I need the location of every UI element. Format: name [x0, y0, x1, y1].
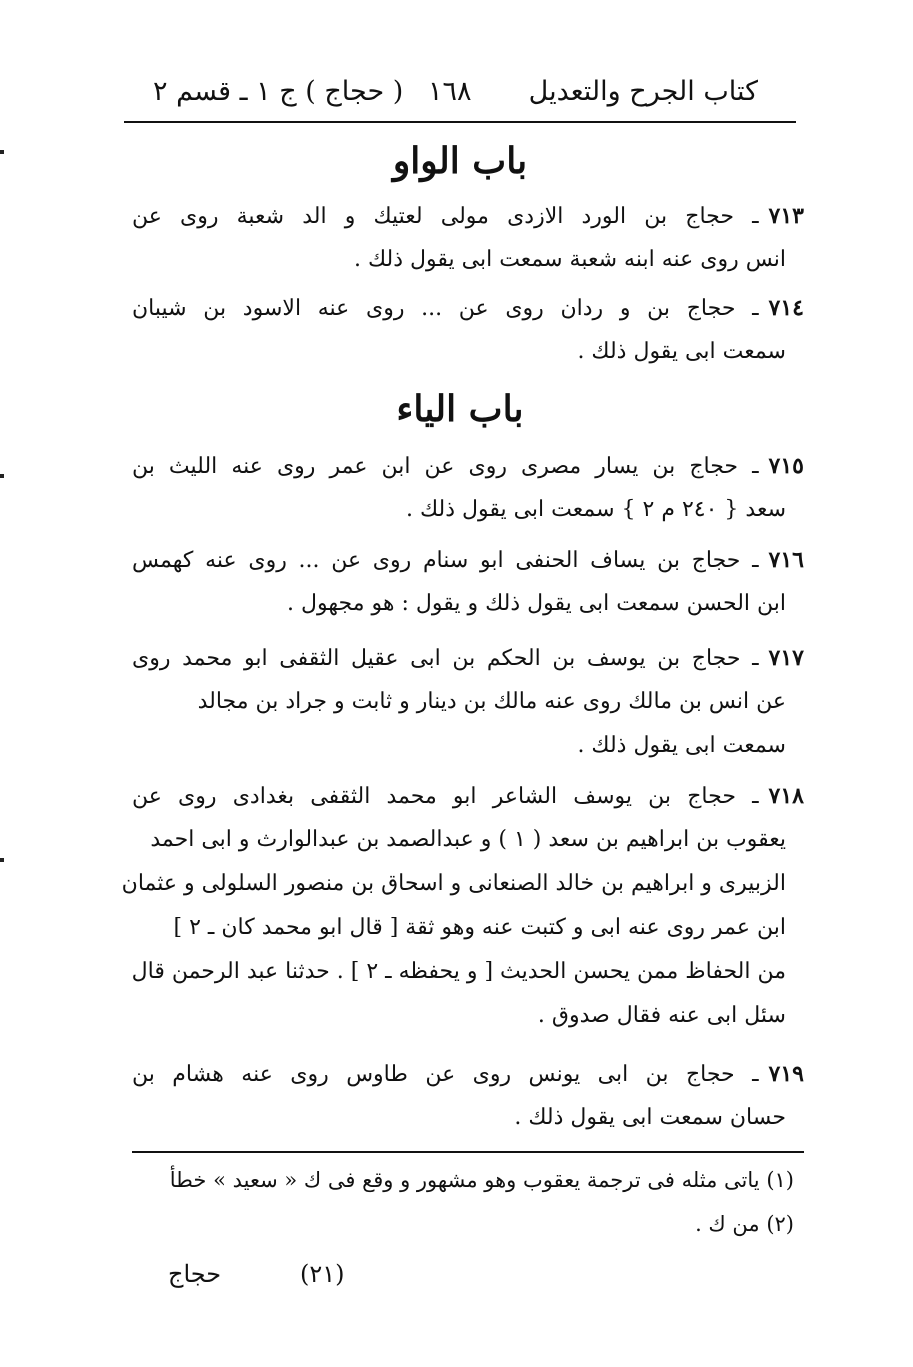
entry-line: ٧١٨ـ حجاج بن يوسف الشاعر ابو محمد الثقفى بغدادى روى عن: [132, 783, 804, 809]
section-heading-ya: باب الياء: [396, 388, 524, 430]
volume-part: ( حجاج ) ج ١ ـ قسم ٢: [153, 76, 404, 107]
entry-line: انس روى عنه ابنه شعبة سمعت ابى يقول ذلك .: [354, 247, 786, 272]
entry-line: الزبيرى و ابراهيم بن خالد الصنعانى و اسحاق بن منصور السلولى و عثمان: [121, 871, 786, 896]
entry-number: ٧١٤: [768, 295, 804, 321]
entry-number: ٧١٩: [768, 1061, 804, 1087]
entry-line: ابن عمر روى عنه ابى و كتبت عنه وهو ثقة [ قال ابو محمد كان ـ ٢ ]: [173, 915, 786, 940]
header-rule: [124, 121, 796, 123]
entry-717: [132, 636, 804, 768]
footnote-2: (٢) من ك .: [695, 1212, 794, 1236]
entry-713: [132, 194, 804, 282]
footnote-1: (١) ياتى مثله فى ترجمة يعقوب وهو مشهور و وقع فى ك « سعيد » خطأ: [169, 1168, 794, 1192]
entry-line: ٧١٥ـ حجاج بن يسار مصرى روى عن ابن عمر روى عنه الليث بن: [132, 453, 804, 479]
book-title: كتاب الجرح والتعديل: [528, 76, 758, 107]
entry-line: من الحفاظ ممن يحسن الحديث [ و يحفظه ـ ٢ ] . حدثنا عبد الرحمن قال: [131, 959, 786, 984]
entry-line: ٧١٧ـ حجاج بن يوسف بن الحكم بن ابى عقيل الثقفى ابو محمد روى: [132, 645, 804, 671]
entry-line: ٧١٩ـ حجاج بن ابى يونس روى عن طاوس روى عنه هشام بن: [132, 1061, 804, 1087]
entry-716: [132, 538, 804, 626]
entry-718: [121, 774, 804, 1038]
entry-line: سمعت ابى يقول ذلك .: [577, 733, 786, 758]
entry-number: ٧١٨: [768, 783, 804, 809]
entry-719: [132, 1052, 804, 1140]
section-heading-waw: باب الواو: [392, 140, 528, 182]
footnote-rule: [132, 1151, 804, 1153]
scan-edge-mark: [0, 474, 4, 478]
entry-line: حسان سمعت ابى يقول ذلك .: [514, 1105, 786, 1130]
catchword: حجاج: [168, 1260, 222, 1288]
entry-line: عن انس بن مالك روى عنه مالك بن دينار و ثابت و جراد بن مجالد: [197, 689, 786, 714]
page-number: ١٦٨: [428, 76, 472, 107]
entry-line: يعقوب بن ابراهيم بن سعد ( ١ ) و عبدالصمد بن عبدالوارث و ابى احمد: [150, 827, 786, 852]
entry-number: ٧١٥: [768, 453, 804, 479]
entry-number: ٧١٣: [768, 203, 804, 229]
footnotes: [132, 1158, 794, 1246]
entry-line: سعد { ٢٤٠ م ٢ } سمعت ابى يقول ذلك .: [405, 497, 786, 522]
scan-edge-mark: [0, 150, 4, 154]
running-header: [128, 68, 796, 118]
entry-line: سمعت ابى يقول ذلك .: [577, 339, 786, 364]
entry-714: [132, 286, 804, 374]
entry-line: سئل ابى عنه فقال صدوق .: [537, 1003, 786, 1028]
entry-line: ٧١٦ـ حجاج بن يساف الحنفى ابو سنام روى عن ... روى عنه كهمس: [132, 547, 804, 573]
entry-line: ٧١٣ـ حجاج بن الورد الازدى مولى لعتيك و الد شعبة روى عن: [132, 203, 804, 229]
signature-mark: (٢١): [300, 1260, 345, 1288]
entry-line: ٧١٤ـ حجاج بن و ردان روى عن ... روى عنه الاسود بن شيبان: [132, 295, 804, 321]
scan-edge-mark: [0, 858, 4, 862]
entry-line: ابن الحسن سمعت ابى يقول ذلك و يقول : هو مجهول .: [287, 591, 786, 616]
entry-number: ٧١٧: [768, 645, 804, 671]
entry-number: ٧١٦: [768, 547, 804, 573]
entry-715: [132, 444, 804, 532]
